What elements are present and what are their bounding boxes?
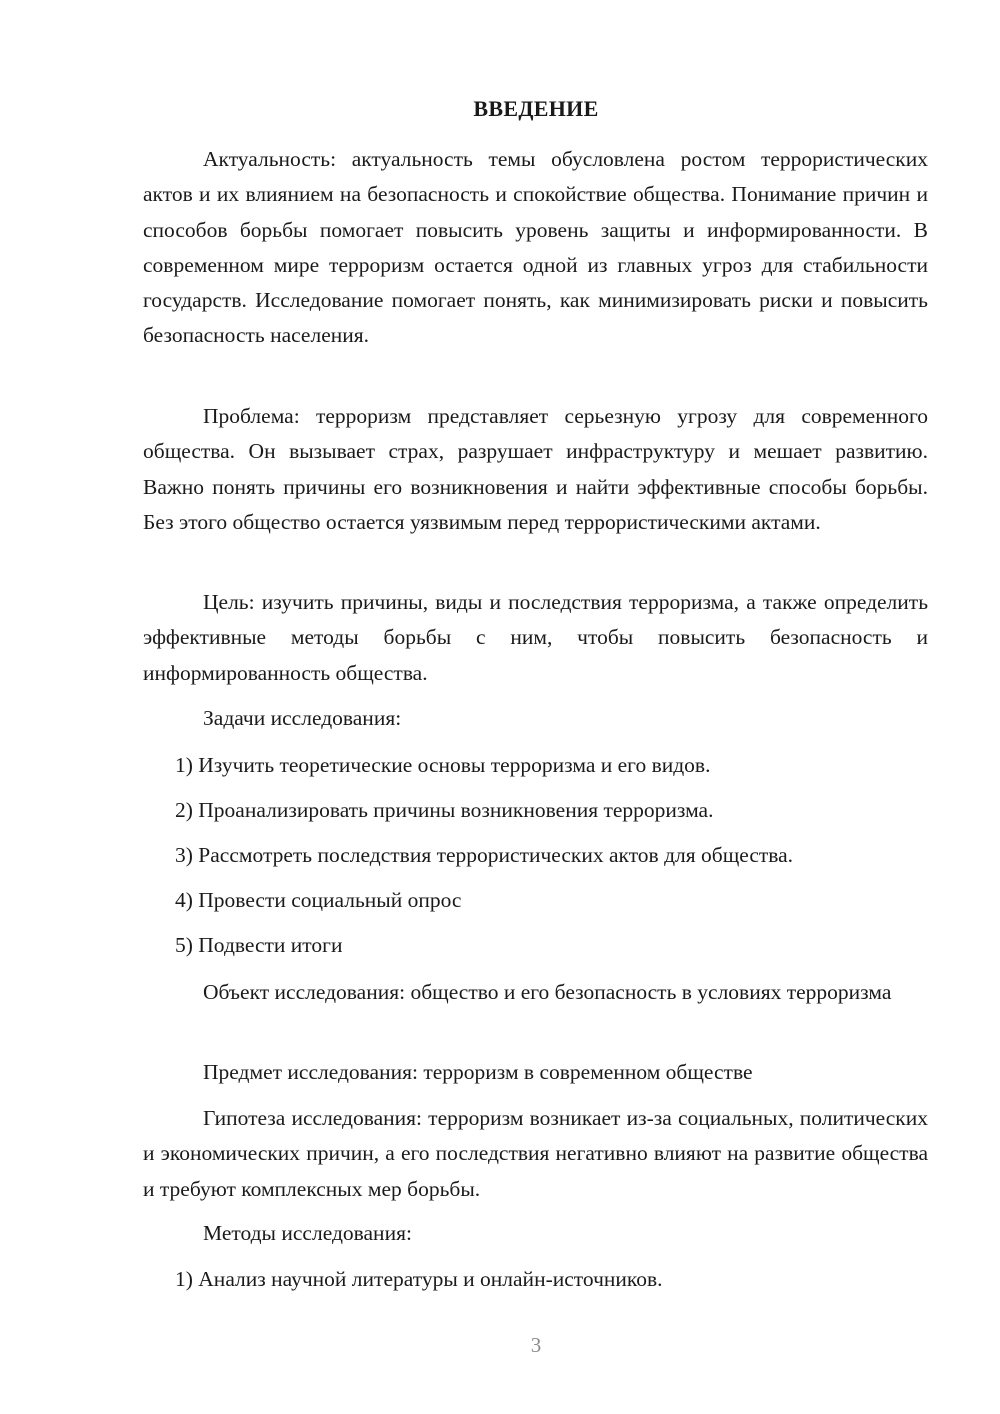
problem-paragraph: Проблема: терроризм представляет серьезную угрозу для современного общества. Он вызывает страх, разрушает инфраструктуру и мешает развитию. Важно понять причины его возникновения и найти эффективные способы борьбы. Без этого общество остается уязвимым перед террористическими актами. bbox=[143, 404, 928, 534]
relevance-paragraph: Актуальность: актуальность темы обусловлена ростом террористических актов и их влиянием на безопасность и спокойствие общества. Понимание причин и способов борьбы помогает повысить уровень защиты и информированности. В современном мире терроризм остается одной из главных угроз для стабильности государств. Исследование помогает понять, как минимизировать риски и повысить безопасность населения. bbox=[143, 147, 928, 348]
subject-paragraph: Предмет исследования: терроризм в современном обществе bbox=[203, 1060, 753, 1084]
page-number: 3 bbox=[530, 1333, 542, 1357]
task-item-1: 1) Изучить теоретические основы терроризма и его видов. bbox=[175, 753, 711, 777]
page-title bbox=[0, 96, 1000, 122]
object-paragraph: Объект исследования: общество и его безопасность в условиях терроризма bbox=[203, 980, 892, 1004]
goal-paragraph: Цель: изучить причины, виды и последствия терроризма, а также определить эффективные методы борьбы с ним, чтобы повысить безопасность и информированность общества. bbox=[143, 590, 928, 685]
task-item-4: 4) Провести социальный опрос bbox=[175, 888, 462, 912]
tasks-heading: Задачи исследования: bbox=[203, 706, 402, 730]
page-title-text: ВВЕДЕНИЕ bbox=[473, 96, 599, 121]
task-item-3: 3) Рассмотреть последствия террористических актов для общества. bbox=[175, 843, 794, 867]
task-item-5: 5) Подвести итоги bbox=[175, 933, 343, 957]
hypothesis-paragraph: Гипотеза исследования: терроризм возникает из-за социальных, политических и экономических причин, а его последствия негативно влияют на развитие общества и требуют комплексных мер борьбы. bbox=[143, 1106, 928, 1201]
method-item-1: 1) Анализ научной литературы и онлайн-источников. bbox=[175, 1267, 663, 1291]
methods-heading: Методы исследования: bbox=[203, 1221, 412, 1245]
task-item-2: 2) Проанализировать причины возникновения терроризма. bbox=[175, 798, 714, 822]
